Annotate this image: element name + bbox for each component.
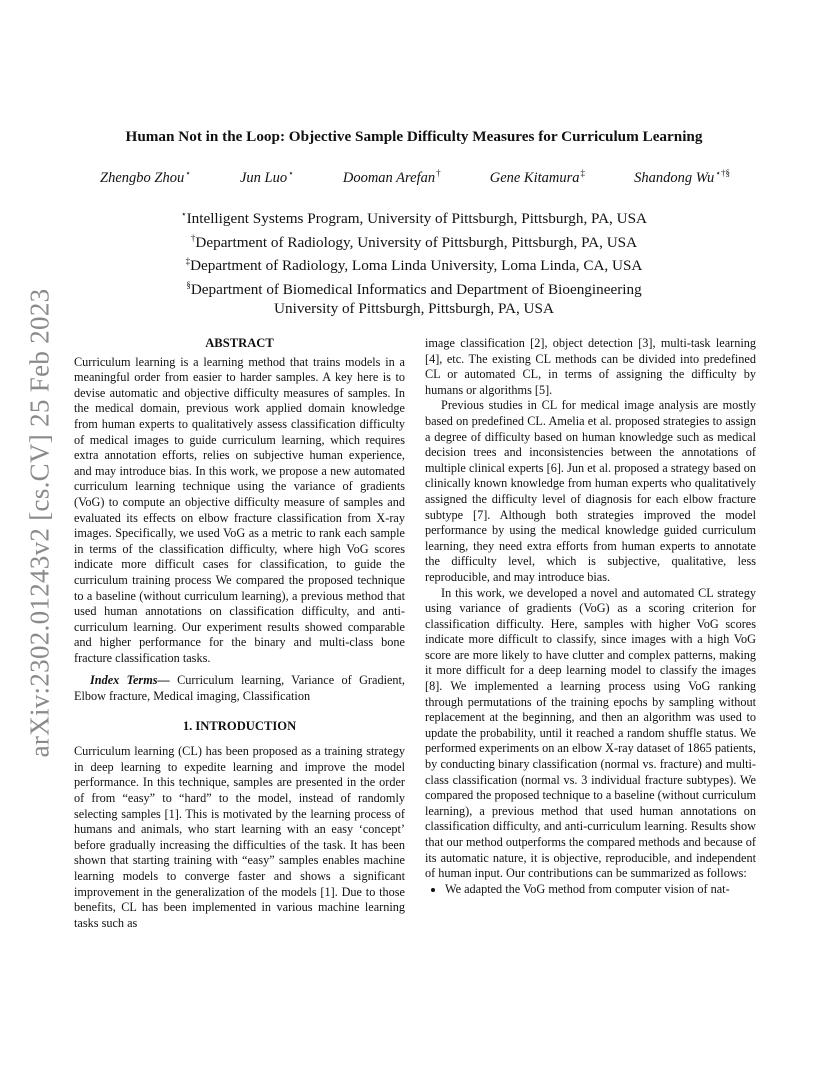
- affiliation: ⋆Intelligent Systems Program, University of Pittsburgh, Pittsburgh, PA, USA: [180, 209, 648, 227]
- index-terms: [74, 673, 405, 704]
- arxiv-stamp: [20, 283, 60, 763]
- contribution-list: [425, 882, 756, 898]
- author: Shandong Wu⋆†§: [634, 168, 730, 186]
- index-terms-text: Curriculum learning, Variance of Gradient, Elbow fracture, Medical imaging, Classification: [74, 673, 405, 704]
- body-paragraph: image classification [2], object detection [3], multi-task learning [4], etc. The existing CL methods can be divided into predefined CL or automated CL, in terms of assigning the difficulty by humans or algorithms [5].: [425, 336, 756, 397]
- affiliation: University of Pittsburgh, Pittsburgh, PA, USA: [274, 300, 554, 318]
- introduction-paragraph: Curriculum learning (CL) has been proposed as a training strategy in deep learning to expedite learning and improve the model performance. In this technique, samples are presented in the order of from “easy” to “hard” to the model, instead of randomly selecting samples [1]. This is motivated by the learning process of humans and animals, who start learning with an easy ‘concept’ before gradually increasing the difficulties of the task. It has been shown that starting training with “easy” samples enables machine learning models to converge faster and shows a significant improvement in the generalization of the models [1]. Due to those benefits, CL has been implemented in various machine learning tasks such as: [74, 744, 405, 930]
- paper-title: Human Not in the Loop: Objective Sample Difficulty Measures for Curriculum Learning: [125, 128, 703, 145]
- author: Jun Luo⋆: [239, 168, 294, 186]
- affiliation: ‡Department of Radiology, Loma Linda University, Loma Linda, CA, USA: [185, 256, 643, 275]
- body-paragraph: Previous studies in CL for medical image analysis are mostly based on predefined CL. Amelia et al. proposed strategies to assign a degree of difficulty based on human knowledge such as medical decision trees and inconsistencies between the annotations of multiple clinical experts [6]. Jun et al. proposed a strategy based on clinically known knowledge from human experts who qualitatively assigned the difficulty level of diagnosis for each elbow fracture subtype [7]. Although both strategies improved the model performance by using the medical knowledge guided curriculum learning, they need extra efforts from human experts to annotate the difficulty level, which is subjective, qualitative, less reproducible, and may introduce bias.: [425, 398, 756, 584]
- affiliation: †Department of Radiology, University of Pittsburgh, Pittsburgh, PA, USA: [190, 232, 638, 251]
- body-paragraph: In this work, we developed a novel and automated CL strategy using variance of gradients (VoG) as a scoring criterion for classification difficulty. Here, samples with higher VoG scores indicate more difficult to classify, since images with a high VoG score are more likely to have clutter and complex patterns, making it more difficult for a deep learning model to classify the images [8]. We implemented a learning process using VoG ranking through permutations of the training epochs by sampling without replacement at the beginning, and then an algorithm was used to update the probability, until it reached a random shuffle status. We performed experiments on an elbow X-ray dataset of 1865 patients, by conducting binary classification (normal vs. fracture) and multi-class classification (normal vs. 3 individual fracture subtypes). We compared the proposed technique to a baseline (without curriculum learning), a previous method that used human annotations on classification difficulty, and anti-curriculum learning. Results show that our method outperforms the compared methods and because of its automatic nature, it is objective, reproducible, and independent of human input. Our contributions can be summarized as follows:: [425, 585, 756, 881]
- author: Zhengbo Zhou⋆: [100, 168, 191, 186]
- left-column: [74, 336, 405, 931]
- arxiv-stamp-text: arXiv:2302.01243v2 [cs.CV] 25 Feb 2023: [24, 288, 55, 758]
- introduction-heading: 1. INTRODUCTION: [182, 718, 297, 733]
- affiliation-list: [0, 205, 828, 319]
- right-column: [425, 336, 756, 897]
- abstract-text: Curriculum learning is a learning method that trains models in a meaningful order from easier to harder samples. A key here is to devise automatic and objective difficulty measures of samples. In the medical domain, previous work applied domain knowledge from human experts to qualitatively assess classification difficulty of medical images to guide curriculum learning, which requires extra annotation efforts, relies on subjective human experience, and may introduce bias. In this work, we propose a new automated curriculum learning technique using the variance of gradients (VoG) to compute an objective difficulty measure of samples and evaluated its effects on elbow fracture classification from X-ray images. Specifically, we used VoG as a metric to rank each sample in terms of the classification difficulty, where high VoG scores indicate more difficult cases for classification, to guide the curriculum training process We compared the proposed technique to a baseline (without curriculum learning), a previous method that used human annotations on classification difficulty, and anti-curriculum learning. Our experiment results showed comparable and higher performance for the binary and multi-class bone fracture classification tasks.: [74, 354, 405, 665]
- author: Dooman Arefan†: [342, 168, 441, 186]
- affiliation: §Department of Biomedical Informatics and Department of Bioengineering: [186, 279, 642, 298]
- list-item: • We adapted the VoG method from computer vision of nat-: [445, 882, 756, 898]
- index-terms-label: Index Terms—: [90, 673, 170, 688]
- abstract-heading: ABSTRACT: [205, 336, 274, 350]
- author-list: [100, 168, 730, 187]
- author: Gene Kitamura‡: [489, 168, 586, 186]
